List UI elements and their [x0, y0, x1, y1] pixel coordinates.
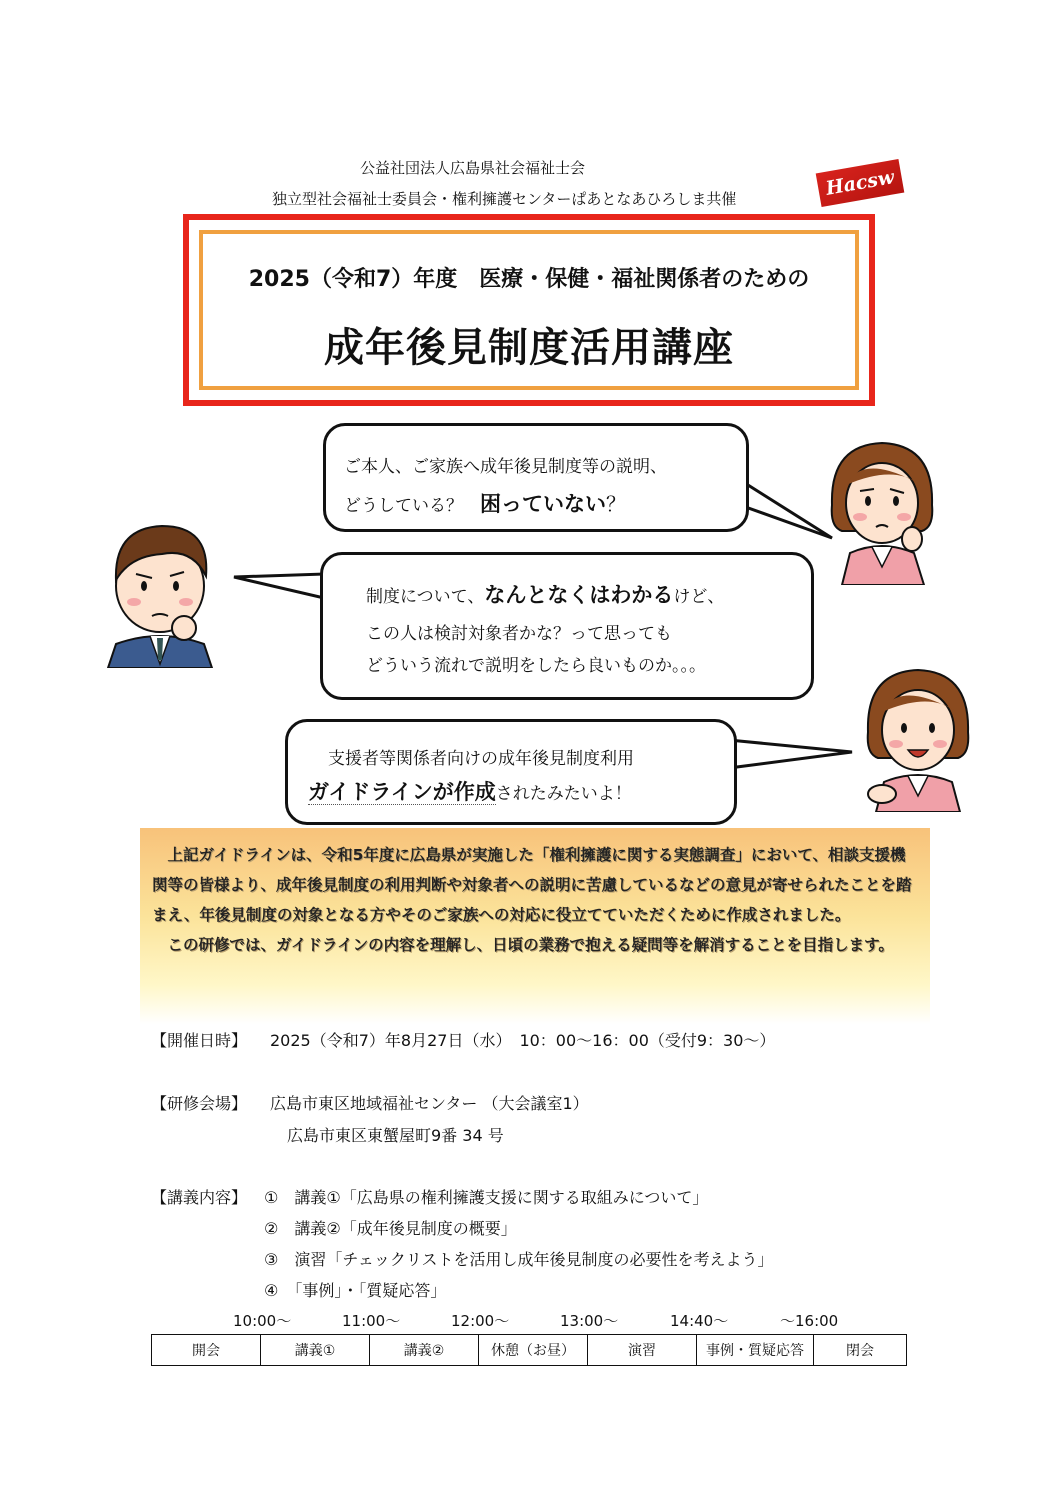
schedule-time: 14:40～: [670, 1312, 729, 1330]
speech-bubble-2: [320, 552, 814, 700]
date-value: 2025（令和7）年8月27日（水） 10：00～16：00（受付9：30～）: [270, 1031, 776, 1050]
organizer-line-1: 公益社団法人広島県社会福祉士会: [360, 159, 586, 177]
bubble-3-post: されたみたいよ！: [495, 784, 632, 804]
bubble-2-line-3: どういう流れで説明をしたら良いものか。。。: [366, 656, 706, 676]
bubble-3-line-1: 支援者等関係者向けの成年後見制度利用: [328, 749, 634, 769]
speech-bubble-1: [323, 423, 749, 532]
schedule-time: 11:00～: [342, 1312, 401, 1330]
speech-bubble-3: [285, 719, 737, 825]
schedule-cell: 講義②: [370, 1335, 479, 1366]
title-subtitle: 2025（令和7）年度 医療・保健・福祉関係者のための: [248, 267, 810, 292]
thinking-man-illustration: [100, 518, 220, 668]
bubble-1-emphasis: 困っていない: [480, 492, 606, 516]
bubble-2-line-1: [366, 579, 724, 609]
schedule-cell: 演習: [588, 1335, 697, 1366]
date-label: 【開催日時】: [151, 1031, 248, 1050]
bubble-1-line-1: ご本人、ご家族へ成年後見制度等の説明、: [344, 457, 667, 477]
info-text: [152, 840, 914, 960]
hacsw-logo: Hacsw: [816, 159, 905, 207]
content-item-1: ① 講義①「広島県の権利擁護支援に関する取組みについて」: [264, 1188, 709, 1207]
content-item-3: ③ 演習「チェックリストを活用し成年後見制度の必要性を考えよう」: [264, 1250, 774, 1269]
venue-address: 広島市東区東蟹屋町9番 34 号: [287, 1126, 504, 1145]
organizer-line-2: 独立型社会福祉士委員会・権利擁護センターぱあとなあひろしま共催: [272, 190, 737, 208]
schedule-time: 10:00～: [233, 1312, 292, 1330]
bubble-2-post: けど、: [673, 587, 725, 607]
thinking-woman-illustration: [822, 435, 942, 585]
schedule-time: ～16:00: [780, 1312, 839, 1330]
title-main: 成年後見制度活用講座: [324, 325, 734, 371]
schedule-cell: 事例・質疑応答: [697, 1335, 814, 1366]
schedule-cell: 講義①: [261, 1335, 370, 1366]
schedule-row: [152, 1335, 907, 1366]
bubble-2-pre: 制度について、: [366, 587, 485, 607]
bubble-1-question: どうしている？: [344, 496, 480, 516]
bubble-2-emphasis: なんとなくはわかる: [484, 583, 674, 607]
schedule-cell: 休憩（お昼）: [479, 1335, 588, 1366]
schedule-cell: 開会: [152, 1335, 261, 1366]
schedule-cell: 閉会: [814, 1335, 907, 1366]
bubble-1-question-mark: ？: [606, 492, 626, 516]
info-paragraph-2: この研修では、ガイドラインの内容を理解し、日頃の業務で抱える疑問等を解消することを目指します。: [167, 936, 894, 954]
title-inner-frame: [199, 230, 859, 390]
info-box: [140, 828, 930, 1024]
smiling-woman-illustration: [858, 662, 978, 812]
content-item-2: ② 講義②「成年後見制度の概要」: [264, 1219, 517, 1238]
schedule-table: [151, 1334, 907, 1366]
venue-name: 広島市東区地域福祉センター （大会議室1）: [270, 1094, 589, 1113]
bubble-2-line-2: この人は検討対象者かな？って思っても: [366, 624, 672, 644]
bubble-3-line-2: [308, 776, 632, 806]
schedule-time: 12:00～: [451, 1312, 510, 1330]
bubble-3-emphasis: ガイドラインが作成: [308, 780, 496, 804]
schedule-time: 13:00～: [560, 1312, 619, 1330]
venue-label: 【研修会場】: [151, 1094, 248, 1113]
bubble-1-line-2: [344, 488, 626, 518]
info-paragraph-1: 上記ガイドラインは、令和5年度に広島県が実施した「権利擁護に関する実態調査」において、相談支援機関等の皆様より、成年後見制度の利用判断や対象者への説明に苦慮しているなどの意見が寄せられたことを踏まえ、年後見制度の対象となる方やそのご家族への対応に役立てていただくために作成されました。: [152, 846, 912, 924]
content-label: 【講義内容】: [151, 1188, 248, 1207]
title-box: [183, 214, 875, 406]
content-item-4: ④ 「事例」・「質疑応答」: [264, 1281, 447, 1300]
